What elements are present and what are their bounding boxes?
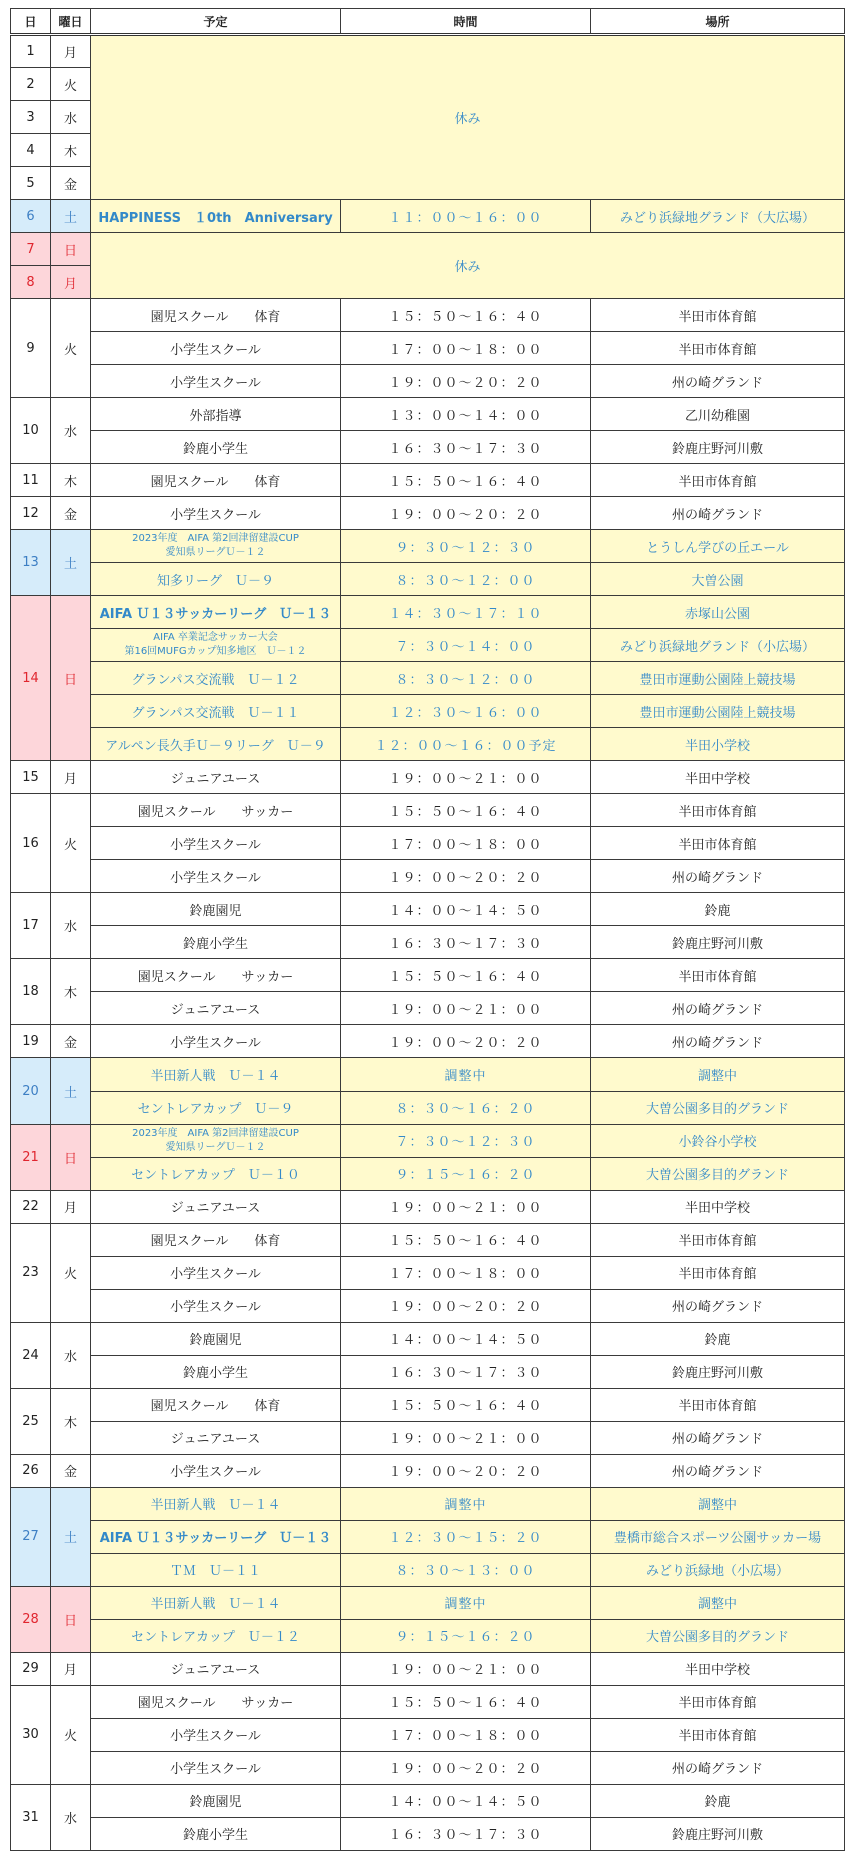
event-name: ジュニアユース [91, 1421, 341, 1454]
event-name: 鈴鹿小学生 [91, 431, 341, 464]
event-place: みどり浜緑地グランド（小広場） [591, 629, 845, 662]
event-name: 園児スクール サッカー [91, 959, 341, 992]
event-place: 半田小学校 [591, 728, 845, 761]
day-number: 12 [11, 497, 51, 530]
event-place: 半田市体育館 [591, 1223, 845, 1256]
event-name-line1: AIFA 卒業記念サッカー大会 [153, 632, 278, 644]
weekday-label: 月 [51, 1190, 91, 1223]
event-time: １５：５０～１６：４０ [341, 1685, 591, 1718]
day-number: 17 [11, 893, 51, 959]
event-place: 豊橋市総合スポーツ公園サッカー場 [591, 1520, 845, 1553]
schedule-row [11, 497, 845, 530]
schedule-row [11, 200, 845, 233]
event-name: グランパス交流戦 Ｕ－１２ [91, 662, 341, 695]
event-time: １９：００～２０：２０ [341, 1289, 591, 1322]
event-time: １７：００～１８：００ [341, 332, 591, 365]
event-time: １４：３０～１７：１０ [341, 596, 591, 629]
event-name: 小学生スクール [91, 1718, 341, 1751]
weekday-label: 土 [51, 530, 91, 596]
header-day: 日 [11, 9, 51, 35]
event-name: 園児スクール サッカー [91, 794, 341, 827]
event-name: 知多リーグ Ｕ－９ [91, 563, 341, 596]
schedule-row [11, 365, 845, 398]
schedule-row [11, 794, 845, 827]
event-time: １２：００～１６：００予定 [341, 728, 591, 761]
schedule-row [11, 1586, 845, 1619]
event-place: 豊田市運動公園陸上競技場 [591, 662, 845, 695]
event-name: 園児スクール 体育 [91, 1223, 341, 1256]
weekday-label: 火 [51, 299, 91, 398]
event-place: 赤塚山公園 [591, 596, 845, 629]
event-time: １９：００～２０：２０ [341, 1025, 591, 1058]
schedule-row [11, 959, 845, 992]
header-time: 時間 [341, 9, 591, 35]
rest-label: 休み [91, 233, 845, 299]
weekday-label: 火 [51, 794, 91, 893]
day-number: 21 [11, 1124, 51, 1190]
day-number: 10 [11, 398, 51, 464]
schedule-row [11, 398, 845, 431]
event-time: １７：００～１８：００ [341, 827, 591, 860]
event-name: ＴＭ Ｕ－１１ [91, 1553, 341, 1586]
event-name: 半田新人戦 Ｕ－１４ [91, 1586, 341, 1619]
event-place: 調整中 [591, 1487, 845, 1520]
event-name [91, 1124, 341, 1157]
event-name: 小学生スクール [91, 1025, 341, 1058]
weekday-label: 金 [51, 1454, 91, 1487]
day-number: 26 [11, 1454, 51, 1487]
event-name-line1: 2023年度 AIFA 第2回津留建設CUP [132, 1127, 299, 1139]
event-place: 半田市体育館 [591, 464, 845, 497]
day-number: 15 [11, 761, 51, 794]
schedule-row [11, 35, 845, 68]
header-row [11, 9, 845, 35]
event-place: みどり浜緑地グランド（大広場） [591, 200, 845, 233]
event-time: ８：３０～１２：００ [341, 662, 591, 695]
weekday-label: 木 [51, 1388, 91, 1454]
event-place: 小鈴谷小学校 [591, 1124, 845, 1157]
event-name: セントレアカップ Ｕ－１０ [91, 1157, 341, 1190]
schedule-row [11, 1718, 845, 1751]
weekday-label: 金 [51, 1025, 91, 1058]
event-time: １９：００～２０：２０ [341, 365, 591, 398]
schedule-row [11, 530, 845, 563]
weekday-label: 月 [51, 266, 91, 299]
schedule-row [11, 1157, 845, 1190]
event-place: 大曽公園多目的グランド [591, 1091, 845, 1124]
schedule-row [11, 1784, 845, 1817]
schedule-row [11, 1025, 845, 1058]
event-name: 鈴鹿園児 [91, 1322, 341, 1355]
event-name: 小学生スクール [91, 332, 341, 365]
schedule-row [11, 299, 845, 332]
schedule-row [11, 1520, 845, 1553]
day-number: 28 [11, 1586, 51, 1652]
event-name: 小学生スクール [91, 497, 341, 530]
schedule-row [11, 695, 845, 728]
event-place: 半田市体育館 [591, 299, 845, 332]
day-number: 4 [11, 134, 51, 167]
weekday-label: 日 [51, 596, 91, 761]
event-place: 半田中学校 [591, 761, 845, 794]
day-number: 30 [11, 1685, 51, 1784]
event-place: 州の崎グランド [591, 1751, 845, 1784]
event-place: 大曽公園多目的グランド [591, 1157, 845, 1190]
event-name: 小学生スクール [91, 365, 341, 398]
event-place: 州の崎グランド [591, 1421, 845, 1454]
event-place: 鈴鹿庄野河川敷 [591, 1355, 845, 1388]
day-number: 27 [11, 1487, 51, 1586]
schedule-row [11, 1652, 845, 1685]
event-name: 鈴鹿小学生 [91, 926, 341, 959]
weekday-label: 日 [51, 233, 91, 266]
weekday-label: 木 [51, 134, 91, 167]
schedule-row [11, 827, 845, 860]
day-number: 1 [11, 35, 51, 68]
weekday-label: 金 [51, 497, 91, 530]
weekday-label: 木 [51, 464, 91, 497]
event-time: １２：３０～１５：２０ [341, 1520, 591, 1553]
event-time: １７：００～１８：００ [341, 1256, 591, 1289]
event-place: 鈴鹿 [591, 1784, 845, 1817]
event-time: １２：３０～１６：００ [341, 695, 591, 728]
event-time: 調整中 [341, 1058, 591, 1091]
event-name-line2: 第16回MUFGカップ知多地区 Ｕ－１２ [124, 646, 307, 658]
event-time: ７：３０～１２：３０ [341, 1124, 591, 1157]
event-name: 鈴鹿園児 [91, 1784, 341, 1817]
event-place: 半田市体育館 [591, 1718, 845, 1751]
event-place: 州の崎グランド [591, 860, 845, 893]
schedule-row [11, 563, 845, 596]
event-name [91, 629, 341, 662]
event-time: １３：００～１４：００ [341, 398, 591, 431]
event-time: １６：３０～１７：３０ [341, 431, 591, 464]
event-name: 鈴鹿小学生 [91, 1817, 341, 1850]
weekday-label: 水 [51, 1322, 91, 1388]
event-place: 半田市体育館 [591, 1685, 845, 1718]
event-name-line1: 2023年度 AIFA 第2回津留建設CUP [132, 533, 299, 545]
event-place: 州の崎グランド [591, 365, 845, 398]
event-place: 豊田市運動公園陸上競技場 [591, 695, 845, 728]
schedule-row [11, 431, 845, 464]
weekday-label: 土 [51, 200, 91, 233]
event-place: 調整中 [591, 1586, 845, 1619]
event-name: セントレアカップ Ｕ－９ [91, 1091, 341, 1124]
schedule-row [11, 1322, 845, 1355]
day-number: 9 [11, 299, 51, 398]
event-name: 小学生スクール [91, 1256, 341, 1289]
event-place: 調整中 [591, 1058, 845, 1091]
event-name: AIFA Ｕ１３サッカーリーグ Ｕ－１３ [91, 1520, 341, 1553]
event-time: ９：１５～１６：２０ [341, 1157, 591, 1190]
event-time: １９：００～２１：００ [341, 761, 591, 794]
event-time: 調整中 [341, 1586, 591, 1619]
day-number: 6 [11, 200, 51, 233]
schedule-row [11, 992, 845, 1025]
event-time: １５：５０～１６：４０ [341, 299, 591, 332]
event-name: ジュニアユース [91, 992, 341, 1025]
schedule-row [11, 1421, 845, 1454]
weekday-label: 水 [51, 1784, 91, 1850]
day-number: 3 [11, 101, 51, 134]
day-number: 24 [11, 1322, 51, 1388]
event-place: とうしん学びの丘エール [591, 530, 845, 563]
schedule-row [11, 926, 845, 959]
event-place: 乙川幼稚園 [591, 398, 845, 431]
schedule-row [11, 860, 845, 893]
event-place: 半田中学校 [591, 1190, 845, 1223]
weekday-label: 金 [51, 167, 91, 200]
weekday-label: 火 [51, 1685, 91, 1784]
weekday-label: 土 [51, 1487, 91, 1586]
event-name: 半田新人戦 Ｕ－１４ [91, 1058, 341, 1091]
event-time: １９：００～２０：２０ [341, 1454, 591, 1487]
rest-label: 休み [91, 35, 845, 200]
day-number: 20 [11, 1058, 51, 1124]
day-number: 8 [11, 266, 51, 299]
schedule-row [11, 1817, 845, 1850]
event-time: １６：３０～１７：３０ [341, 1817, 591, 1850]
weekday-label: 火 [51, 1223, 91, 1322]
schedule-row [11, 1487, 845, 1520]
schedule-row [11, 1124, 845, 1157]
day-number: 19 [11, 1025, 51, 1058]
schedule-row [11, 1553, 845, 1586]
schedule-row [11, 662, 845, 695]
schedule-row [11, 1619, 845, 1652]
schedule-row [11, 1256, 845, 1289]
day-number: 7 [11, 233, 51, 266]
weekday-label: 土 [51, 1058, 91, 1124]
event-place: 半田市体育館 [591, 959, 845, 992]
event-name: 園児スクール 体育 [91, 464, 341, 497]
weekday-label: 水 [51, 893, 91, 959]
event-time: １９：００～２０：２０ [341, 860, 591, 893]
day-number: 13 [11, 530, 51, 596]
schedule-row [11, 596, 845, 629]
event-time: １５：５０～１６：４０ [341, 959, 591, 992]
event-time: ８：３０～１２：００ [341, 563, 591, 596]
event-place: 半田市体育館 [591, 1256, 845, 1289]
event-name-line2: 愛知県リーグＵ－１２ [165, 1141, 266, 1153]
day-number: 22 [11, 1190, 51, 1223]
event-name: AIFA Ｕ１３サッカーリーグ Ｕ－１３ [91, 596, 341, 629]
weekday-label: 木 [51, 959, 91, 1025]
event-place: 大曽公園 [591, 563, 845, 596]
event-time: １４：００～１４：５０ [341, 893, 591, 926]
event-place: 鈴鹿庄野河川敷 [591, 926, 845, 959]
event-place: 半田市体育館 [591, 1388, 845, 1421]
weekday-label: 水 [51, 398, 91, 464]
event-place: 半田市体育館 [591, 827, 845, 860]
event-place: 鈴鹿庄野河川敷 [591, 1817, 845, 1850]
event-time: 調整中 [341, 1487, 591, 1520]
schedule-row [11, 1058, 845, 1091]
event-name: 小学生スクール [91, 1751, 341, 1784]
event-name: ジュニアユース [91, 1190, 341, 1223]
header-weekday: 曜日 [51, 9, 91, 35]
event-place: 半田市体育館 [591, 332, 845, 365]
event-name: 園児スクール 体育 [91, 1388, 341, 1421]
event-time: １５：５０～１６：４０ [341, 464, 591, 497]
event-name: 鈴鹿小学生 [91, 1355, 341, 1388]
weekday-label: 月 [51, 761, 91, 794]
event-time: ７：３０～１４：００ [341, 629, 591, 662]
weekday-label: 水 [51, 101, 91, 134]
event-name: 半田新人戦 Ｕ－１４ [91, 1487, 341, 1520]
schedule-row [11, 1685, 845, 1718]
event-name: 鈴鹿園児 [91, 893, 341, 926]
day-number: 14 [11, 596, 51, 761]
event-name: 外部指導 [91, 398, 341, 431]
schedule-row [11, 629, 845, 662]
day-number: 31 [11, 1784, 51, 1850]
event-time: １６：３０～１７：３０ [341, 1355, 591, 1388]
event-place: 州の崎グランド [591, 1289, 845, 1322]
schedule-row [11, 233, 845, 266]
day-number: 11 [11, 464, 51, 497]
event-time: １９：００～２１：００ [341, 992, 591, 1025]
weekday-label: 月 [51, 35, 91, 68]
weekday-label: 月 [51, 1652, 91, 1685]
event-place: 鈴鹿 [591, 1322, 845, 1355]
event-time: １４：００～１４：５０ [341, 1784, 591, 1817]
schedule-row [11, 1190, 845, 1223]
event-name: セントレアカップ Ｕ－１２ [91, 1619, 341, 1652]
event-place: 大曽公園多目的グランド [591, 1619, 845, 1652]
event-name: HAPPINESS １0th Anniversary [91, 200, 341, 233]
schedule-row [11, 893, 845, 926]
weekday-label: 日 [51, 1124, 91, 1190]
event-time: １９：００～２１：００ [341, 1190, 591, 1223]
event-place: 州の崎グランド [591, 1025, 845, 1058]
event-time: ９：１５～１６：２０ [341, 1619, 591, 1652]
event-name: 小学生スクール [91, 1289, 341, 1322]
day-number: 25 [11, 1388, 51, 1454]
day-number: 5 [11, 167, 51, 200]
event-place: 鈴鹿庄野河川敷 [591, 431, 845, 464]
day-number: 29 [11, 1652, 51, 1685]
event-place: みどり浜緑地（小広場） [591, 1553, 845, 1586]
weekday-label: 火 [51, 68, 91, 101]
day-number: 23 [11, 1223, 51, 1322]
event-name-line2: 愛知県リーグＵ－１２ [165, 547, 266, 559]
event-time: １５：５０～１６：４０ [341, 1388, 591, 1421]
header-plan: 予定 [91, 9, 341, 35]
event-time: １５：５０～１６：４０ [341, 1223, 591, 1256]
event-place: 州の崎グランド [591, 497, 845, 530]
schedule-row [11, 1223, 845, 1256]
event-place: 州の崎グランド [591, 1454, 845, 1487]
event-place: 半田市体育館 [591, 794, 845, 827]
event-place: 鈴鹿 [591, 893, 845, 926]
schedule-row [11, 761, 845, 794]
schedule-row [11, 1091, 845, 1124]
event-name [91, 530, 341, 563]
event-time: ９：３０～１２：３０ [341, 530, 591, 563]
event-place: 州の崎グランド [591, 992, 845, 1025]
schedule-row [11, 728, 845, 761]
event-name: ジュニアユース [91, 1652, 341, 1685]
event-time: １４：００～１４：５０ [341, 1322, 591, 1355]
day-number: 16 [11, 794, 51, 893]
event-name: 小学生スクール [91, 1454, 341, 1487]
schedule-row [11, 332, 845, 365]
event-time: １９：００～２１：００ [341, 1652, 591, 1685]
day-number: 2 [11, 68, 51, 101]
event-name: アルペン長久手Ｕ－９リーグ Ｕ－９ [91, 728, 341, 761]
event-time: １９：００～２０：２０ [341, 497, 591, 530]
schedule-row [11, 1388, 845, 1421]
schedule-row [11, 1751, 845, 1784]
schedule-body [11, 35, 845, 1851]
event-name: 小学生スクール [91, 860, 341, 893]
event-time: ８：３０～１３：００ [341, 1553, 591, 1586]
schedule-row [11, 1289, 845, 1322]
schedule-row [11, 1454, 845, 1487]
event-place: 半田中学校 [591, 1652, 845, 1685]
event-time: １９：００～２１：００ [341, 1421, 591, 1454]
event-name: グランパス交流戦 Ｕ－１１ [91, 695, 341, 728]
event-time: ８：３０～１６：２０ [341, 1091, 591, 1124]
day-number: 18 [11, 959, 51, 1025]
event-time: １６：３０～１７：３０ [341, 926, 591, 959]
event-time: １７：００～１８：００ [341, 1718, 591, 1751]
event-time: １１：００～１６：００ [341, 200, 591, 233]
event-time: １５：５０～１６：４０ [341, 794, 591, 827]
event-time: １９：００～２０：２０ [341, 1751, 591, 1784]
schedule-table [10, 8, 845, 1851]
event-name: 小学生スクール [91, 827, 341, 860]
schedule-row [11, 464, 845, 497]
event-name: ジュニアユース [91, 761, 341, 794]
event-name: 園児スクール 体育 [91, 299, 341, 332]
schedule-row [11, 1355, 845, 1388]
header-place: 場所 [591, 9, 845, 35]
weekday-label: 日 [51, 1586, 91, 1652]
event-name: 園児スクール サッカー [91, 1685, 341, 1718]
